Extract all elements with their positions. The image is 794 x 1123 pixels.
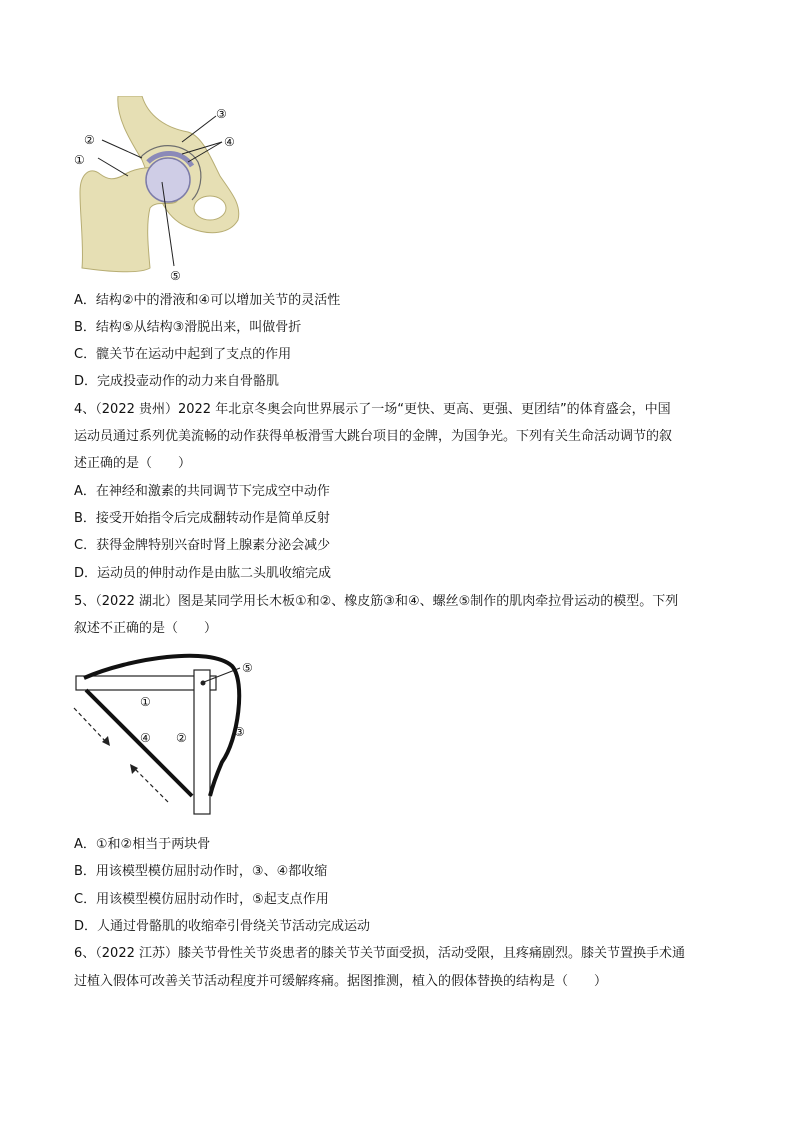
q5-option-b: B．用该模型模仿屈肘动作时，③、④都收缩 — [74, 864, 328, 879]
hip-label-3: ③ — [216, 107, 227, 121]
model-label-5: ⑤ — [242, 661, 253, 675]
q3-option-d: D．完成投壶动作的动力来自骨骼肌 — [74, 374, 280, 389]
q4-stem-line-3: 述正确的是（ ） — [74, 456, 192, 471]
q5-stem-line-1: 5、（2022 湖北）图是某同学用长木板①和②、橡皮筋③和④、螺丝⑤制作的肌肉牵拉骨运动的模型。下列 — [74, 594, 679, 609]
obturator-foramen — [194, 196, 226, 220]
q4-option-d: D．运动员的伸肘动作是由肱二头肌收缩完成 — [74, 566, 332, 581]
femoral-head — [146, 158, 190, 202]
hip-label-2: ② — [84, 133, 95, 147]
muscle-model-drawing — [70, 650, 270, 822]
q5-option-c: C．用该模型模仿屈肘动作时，⑤起支点作用 — [74, 892, 329, 907]
arrow-down — [102, 736, 110, 746]
model-label-2: ② — [176, 731, 187, 745]
hip-joint-drawing — [70, 96, 260, 286]
q5-option-d: D．人通过骨骼肌的收缩牵引骨绕关节活动完成运动 — [74, 919, 371, 934]
q5-option-a: A．①和②相当于两块骨 — [74, 837, 211, 852]
muscle-model-figure — [70, 650, 270, 822]
q3-option-b: B．结构⑤从结构③滑脱出来，叫做骨折 — [74, 320, 302, 335]
board-2 — [194, 670, 210, 814]
q4-option-a: A．在神经和激素的共同调节下完成空中动作 — [74, 484, 330, 499]
q3-option-a: A．结构②中的滑液和④可以增加关节的灵活性 — [74, 293, 341, 308]
hip-joint-figure — [70, 96, 260, 286]
q5-stem-line-2: 叙述不正确的是（ ） — [74, 621, 218, 636]
hip-label-4: ④ — [224, 135, 235, 149]
model-label-1: ① — [140, 695, 151, 709]
model-label-3: ③ — [234, 725, 245, 739]
q4-stem-line-2: 运动员通过系列优美流畅的动作获得单板滑雪大跳台项目的金牌，为国争光。下列有关生命活动调节的叙 — [74, 429, 673, 444]
q4-stem-line-1: 4、（2022 贵州）2022 年北京冬奥会向世界展示了一场“更快、更高、更强、更团结”的体育盛会，中国 — [74, 402, 671, 417]
q4-option-b: B．接受开始指令后完成翻转动作是简单反射 — [74, 511, 330, 526]
arrow-up — [130, 764, 138, 774]
q6-stem-line-2: 过植入假体可改善关节活动程度并可缓解疼痛。据图推测，植入的假体替换的结构是（ ） — [74, 974, 608, 989]
model-label-4: ④ — [140, 731, 151, 745]
hip-label-5: ⑤ — [170, 269, 181, 283]
q3-option-c: C．髋关节在运动中起到了支点的作用 — [74, 347, 292, 362]
q4-option-c: C．获得金牌特别兴奋时肾上腺素分泌会减少 — [74, 538, 331, 553]
q6-stem-line-1: 6、（2022 江苏）膝关节骨性关节炎患者的膝关节关节面受损，活动受限，且疼痛剧烈。膝关节置换手术通 — [74, 946, 685, 961]
hip-label-1: ① — [74, 153, 85, 167]
